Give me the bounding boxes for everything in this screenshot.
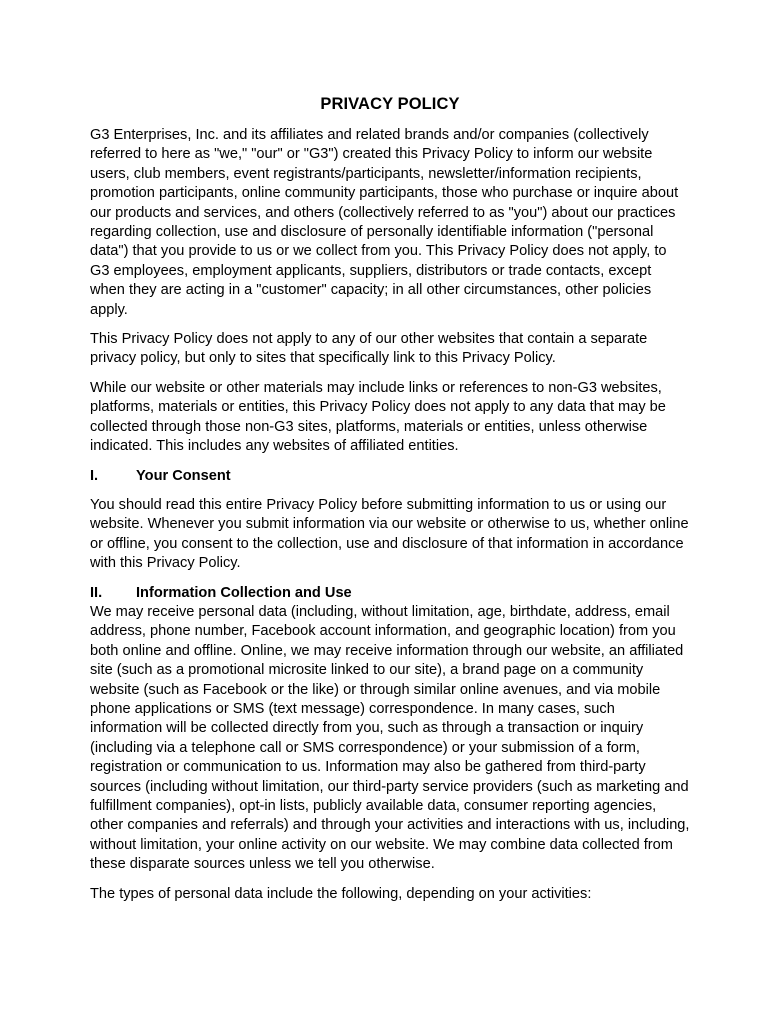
section-heading-consent: [90, 467, 690, 486]
document-body: [90, 94, 690, 914]
section-title: Your Consent: [136, 467, 231, 484]
section-heading-collection: [90, 584, 690, 603]
intro-paragraph-2: This Privacy Policy does not apply to any of our other websites that contain a separate privacy policy, but only to sites that specifically link to this Privacy Policy.: [90, 331, 648, 367]
section-number: II.: [90, 584, 103, 601]
page-title: PRIVACY POLICY: [320, 95, 460, 113]
intro-paragraph-1: G3 Enterprises, Inc. and its affiliates and related brands and/or companies (collectively referred to here as "we," "our" or "G3") created this Privacy Policy to inform our website users, club members, event registrants/participants, newsletter/information recipients, promotion participants, online community participants, those who purchase or inquire about our products and services, and others (collectively referred to as "you") about our practices regarding collection, use and disclosure of personally identifiable information ("personal data") that you provide to us or we collect from you. This Privacy Policy does not apply, to G3 employees, employment applicants, suppliers, distributors or trade contacts, except when they are acting in a "customer" capacity; in all other circumstances, other policies apply.: [90, 127, 679, 318]
section-paragraph-types: The types of personal data include the following, depending on your activities:: [90, 885, 592, 902]
section-number: I.: [90, 467, 99, 484]
section-title: Information Collection and Use: [136, 584, 352, 601]
intro-paragraph-3: While our website or other materials may include links or references to non-G3 websites, platforms, materials or entities, this Privacy Policy does not apply to any data that may be collected through those non-G3 sites, platforms, materials or entities, unless otherwise indicated. This includes any websites of affiliated entities.: [90, 379, 666, 455]
section-paragraph-consent: You should read this entire Privacy Policy before submitting information to us or using our website. Whenever you submit information via our website or otherwise to us, whether online or offline, you consent to the collection, use and disclosure of that information in accordance with this Privacy Policy.: [90, 496, 689, 572]
section-paragraph-collection: We may receive personal data (including, without limitation, age, birthdate, address, email address, phone number, Facebook account information, and geographic location) from you both online and offline. Online, we may receive information through our website, an affiliated site (such as a promotional microsite linked to our site), a brand page on a community website (such as Facebook or the like) or through similar online avenues, and via mobile phone applications or SMS (text message) correspondence. In many cases, such information will be collected directly from you, such as through a transaction or inquiry (including via a telephone call or SMS correspondence) or your submission of a form, registration or communication to us. Information may also be gathered from third-party sources (including without limitation, our third-party service providers (such as marketing and fulfillment companies), opt-in lists, publicly available data, consumer reporting agencies, other companies and referrals) and through your activities and interactions with us, including, without limitation, your online activity on our website. We may combine data collected from these disparate sources unless we tell you otherwise.: [90, 603, 690, 873]
